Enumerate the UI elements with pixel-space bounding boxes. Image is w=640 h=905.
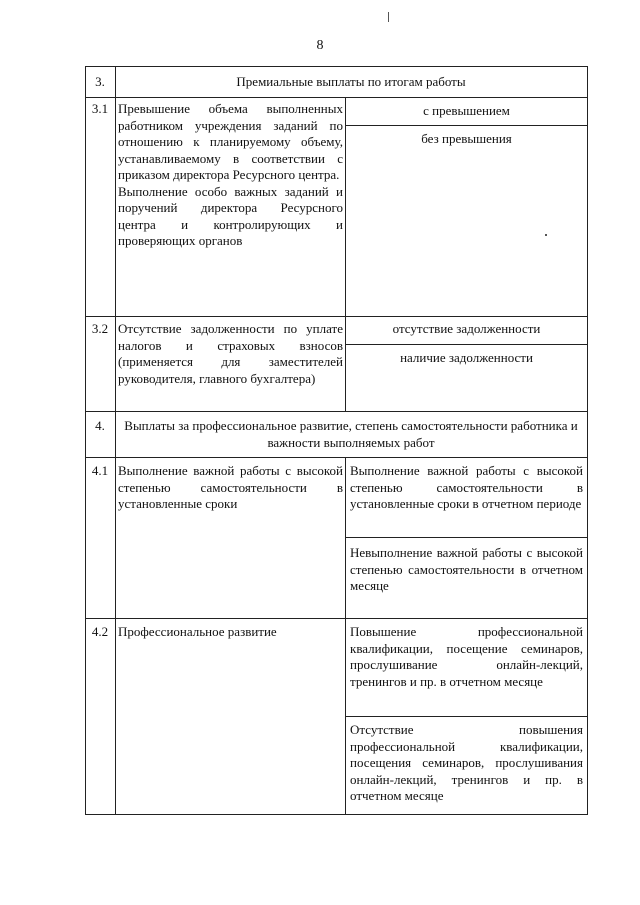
- scan-mark: [545, 234, 547, 236]
- row-number: 3.2: [91, 321, 109, 336]
- row-number: 4.1: [91, 463, 109, 478]
- page-number: 8: [316, 38, 324, 53]
- row-number: 4.2: [91, 624, 109, 639]
- criteria-text: Отсутствие задолженности по уплате налогов и страховых взносов (применяется для заместителей руководителя, главного бухгалтера): [118, 321, 343, 386]
- criteria-cell: [118, 101, 343, 250]
- condition-cell: без превышения: [421, 131, 512, 146]
- criteria-text: Выполнение важной работы с высокой степенью самостоятельности в установленные сроки: [118, 463, 343, 511]
- section-title: Премиальные выплаты по итогам работы: [236, 74, 466, 89]
- criteria-cell: [118, 463, 343, 513]
- condition-cell: Повышение профессиональной квалификации, посещение семинаров, прослушивание онлайн-лекций, тренингов и пр. в отчетном месяце: [350, 624, 583, 689]
- scan-mark: [388, 12, 389, 22]
- criteria-text: Профессиональное развитие: [118, 624, 277, 639]
- criteria-cell: [118, 321, 343, 387]
- condition-cell: Выполнение важной работы с высокой степенью самостоятельности в установленные сроки в отчетном периоде: [350, 463, 583, 511]
- section-number: 3.: [95, 74, 105, 89]
- condition-cell: с превышением: [423, 103, 510, 118]
- row-number: 3.1: [91, 101, 109, 116]
- criteria-text: Выполнение особо важных заданий и поручений директора Ресурсного центра и контролирующих и проверяющих органов: [118, 183, 343, 248]
- section-number: 4.: [95, 418, 105, 433]
- condition-cell: отсутствие задолженности: [392, 321, 541, 336]
- section-title: Выплаты за профессиональное развитие, степень самостоятельности работника и важности выполняемых работ: [124, 418, 578, 450]
- condition-cell: Невыполнение важной работы с высокой степенью самостоятельности в отчетном месяце: [350, 545, 583, 593]
- criteria-text: Превышение объема выполненных работником учреждения заданий по отношению к планируемому объему, устанавливаемому в соответствии с приказом директора Ресурсного центра.: [118, 101, 343, 182]
- criteria-cell: [118, 624, 343, 641]
- condition-cell: Отсутствие повышения профессиональной квалификации, посещения семинаров, прослушивания онлайн-лекций, тренингов и пр. в отчетном месяце: [350, 722, 583, 803]
- condition-cell: наличие задолженности: [400, 350, 533, 365]
